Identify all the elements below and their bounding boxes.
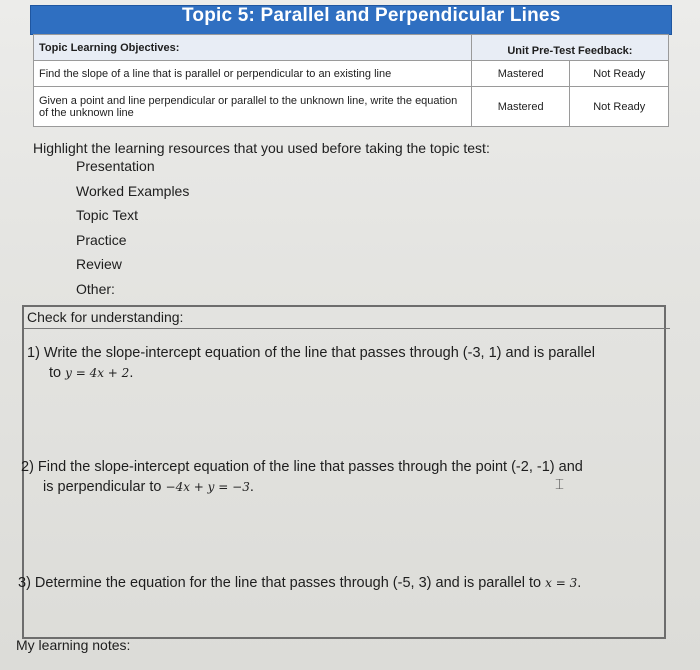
- question-2-equation: −4x + y = −3: [165, 480, 250, 494]
- objectives-header-row: [34, 35, 669, 61]
- question-1-text: 1) Write the slope-intercept equation of the line that passes through (-3, 1) and is parallel: [27, 345, 595, 361]
- list-item[interactable]: Practice: [76, 231, 127, 248]
- page-title: Topic 5: Parallel and Perpendicular Lines: [182, 5, 561, 26]
- list-item[interactable]: Other:: [76, 280, 115, 297]
- status-mastered[interactable]: Mastered: [471, 87, 570, 127]
- list-item[interactable]: Topic Text: [76, 207, 138, 223]
- question-1-cont: to: [49, 365, 62, 381]
- objectives-table: [33, 34, 669, 127]
- question-3-equation: x = 3: [545, 576, 578, 590]
- question-1-end: .: [129, 365, 134, 381]
- check-understanding-box: [18, 305, 666, 639]
- question-3-text: 3) Determine the equation for the line that passes through (-5, 3) and is parallel to: [18, 575, 542, 591]
- text-cursor-icon: ⌶: [555, 475, 565, 493]
- status-not-ready[interactable]: Not Ready: [570, 61, 669, 87]
- question-3: [18, 573, 658, 593]
- question-2-end: .: [249, 479, 254, 495]
- list-item[interactable]: Review: [76, 256, 122, 272]
- check-header: Check for understanding:: [24, 307, 670, 329]
- objectives-header: Topic Learning Objectives:: [34, 35, 472, 61]
- table-row: [34, 61, 669, 87]
- status-not-ready[interactable]: Not Ready: [570, 87, 669, 127]
- resources-prompt: Highlight the learning resources that you used before taking the topic test:: [33, 140, 490, 156]
- learning-notes-label[interactable]: My learning notes:: [16, 637, 131, 653]
- question-2-text: 2) Find the slope-intercept equation of the line that passes through the point (-2, -1) and: [21, 459, 583, 475]
- question-2-cont: is perpendicular to: [43, 479, 162, 495]
- list-item[interactable]: Presentation: [76, 158, 155, 174]
- resource-list: [76, 156, 189, 303]
- question-1-equation: y = 4x + 2: [65, 366, 130, 380]
- table-row: [34, 87, 669, 127]
- objective-text: Find the slope of a line that is parallel or perpendicular to an existing line: [34, 61, 472, 87]
- status-mastered[interactable]: Mastered: [471, 61, 570, 87]
- question-3-end: .: [577, 575, 582, 591]
- list-item[interactable]: Worked Examples: [76, 182, 190, 199]
- objective-text: Given a point and line perpendicular or parallel to the unknown line, write the equation of the unknown line: [34, 87, 472, 127]
- feedback-header: Unit Pre-Test Feedback:: [471, 35, 668, 61]
- question-1: [27, 343, 659, 383]
